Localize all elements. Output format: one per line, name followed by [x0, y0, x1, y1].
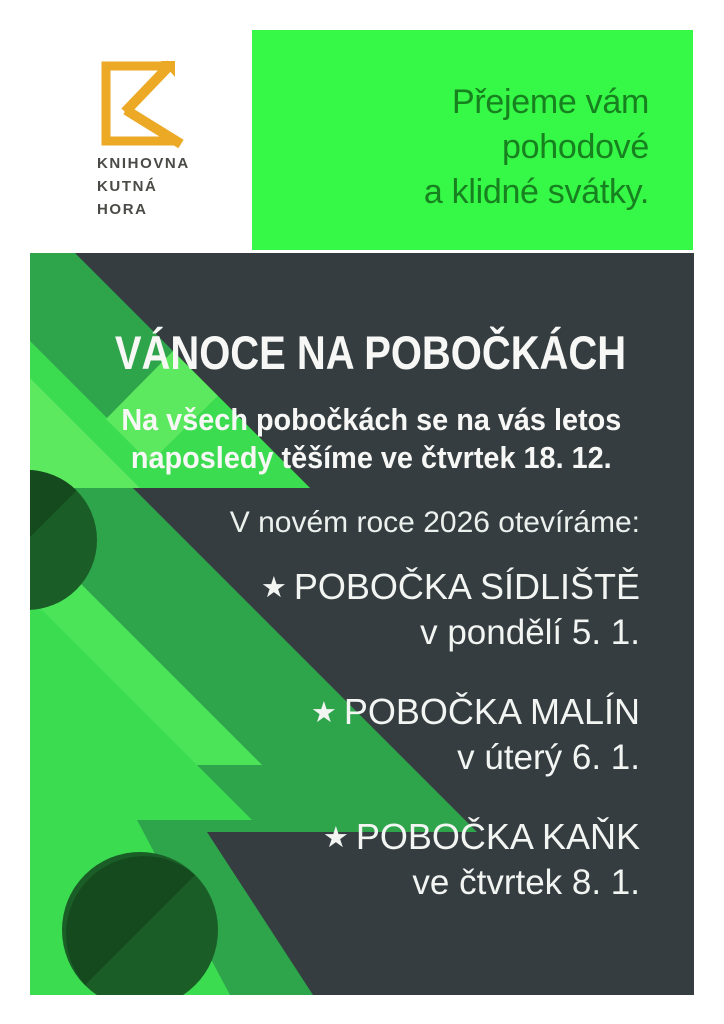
branch-item-kank	[323, 815, 640, 904]
greeting-line2: pohodové	[502, 128, 649, 166]
branch-name-line	[261, 565, 640, 612]
logo-text-line1: KNIHOVNA	[97, 155, 190, 172]
branch-item-sidliste	[261, 565, 640, 654]
star-icon: ★	[310, 697, 337, 729]
branch-name: POBOČKA KAŇK	[355, 816, 640, 857]
greeting-line1: Přejeme vám	[452, 83, 649, 121]
branch-name: POBOČKA SÍDLIŠTĚ	[293, 566, 640, 607]
main-panel	[30, 253, 694, 995]
branch-item-malin	[311, 690, 640, 779]
branch-name-line	[311, 690, 640, 737]
logo-text-line3: HORA	[97, 201, 148, 218]
library-logo-icon	[95, 56, 190, 151]
star-icon: ★	[322, 822, 349, 854]
branch-date: v pondělí 5. 1.	[420, 613, 640, 652]
logo-text-line2: KUTNÁ	[97, 178, 158, 195]
greeting-box	[252, 30, 693, 250]
branch-name-line	[323, 815, 640, 862]
poster-title: VÁNOCE NA POBOČKÁCH	[114, 326, 627, 379]
branch-date: v úterý 6. 1.	[457, 738, 640, 777]
poster-subtitle-line2: naposledy těšíme ve čtvrtek 18. 12.	[130, 440, 612, 475]
greeting-line3: a klidné svátky.	[423, 173, 649, 211]
poster-subtitle	[53, 401, 671, 477]
branch-name: POBOČKA MALÍN	[343, 691, 640, 732]
logo-text	[97, 152, 190, 221]
opening-intro: V novém roce 2026 otevíráme:	[229, 506, 640, 539]
branch-date: ve čtvrtek 8. 1.	[412, 863, 640, 902]
poster-subtitle-line1: Na všech pobočkách se na vás letos	[121, 402, 622, 437]
star-icon: ★	[260, 572, 287, 604]
